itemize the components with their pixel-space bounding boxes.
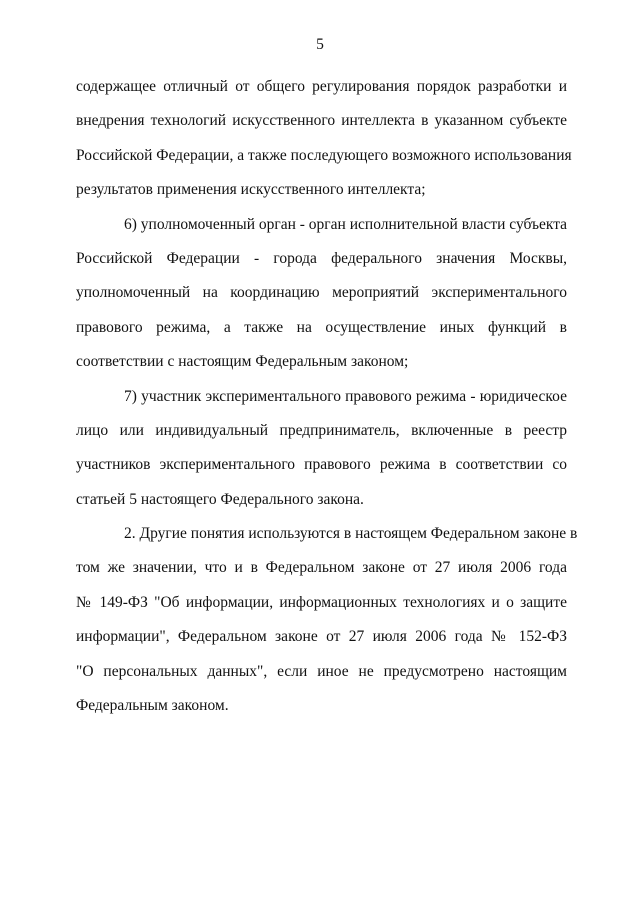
text-line: 6) уполномоченный орган - орган исполнительной власти субъекта	[124, 215, 568, 233]
text-line: участников экспериментального правового режима в соответствии со	[76, 456, 567, 474]
text-line: Федеральным законом.	[76, 697, 229, 715]
text-line: Российской Федерации, а также последующего возможного использования	[76, 146, 572, 164]
text-line: уполномоченный на координацию мероприятий экспериментального	[76, 284, 567, 302]
text-line: "О персональных данных", если иное не предусмотрено настоящим	[76, 662, 567, 680]
text-line: лицо или индивидуальный предприниматель, включенные в реестр	[76, 421, 567, 439]
paragraph-continuation	[76, 70, 572, 208]
text-line: информации", Федеральном законе от 27 июля 2006 года № 152-ФЗ	[76, 628, 567, 646]
text-line: внедрения технологий искусственного интеллекта в указанном субъекте	[76, 112, 567, 130]
page-number: 5	[316, 36, 324, 53]
document-body	[76, 70, 578, 723]
text-line: содержащее отличный от общего регулирования порядок разработки и	[76, 78, 567, 95]
text-line: 2. Другие понятия используются в настоящем Федеральном законе в	[124, 525, 578, 543]
text-line: статьей 5 настоящего Федерального закона.	[76, 490, 364, 508]
text-line: результатов применения искусственного интеллекта;	[76, 181, 426, 199]
paragraph-item-6	[76, 208, 567, 380]
paragraph-section-2	[76, 517, 578, 723]
text-line: том же значении, что и в Федеральном законе от 27 июля 2006 года	[76, 559, 567, 577]
text-line: 7) участник экспериментального правового режима - юридическое	[124, 387, 567, 405]
paragraph-item-7	[76, 380, 567, 518]
text-line: Российской Федерации - города федерального значения Москвы,	[76, 249, 567, 267]
text-line: № 149-ФЗ "Об информации, информационных технологиях и о защите	[76, 593, 567, 611]
text-line: правового режима, а также на осуществление иных функций в	[76, 318, 567, 336]
text-line: соответствии с настоящим Федеральным законом;	[76, 353, 409, 371]
